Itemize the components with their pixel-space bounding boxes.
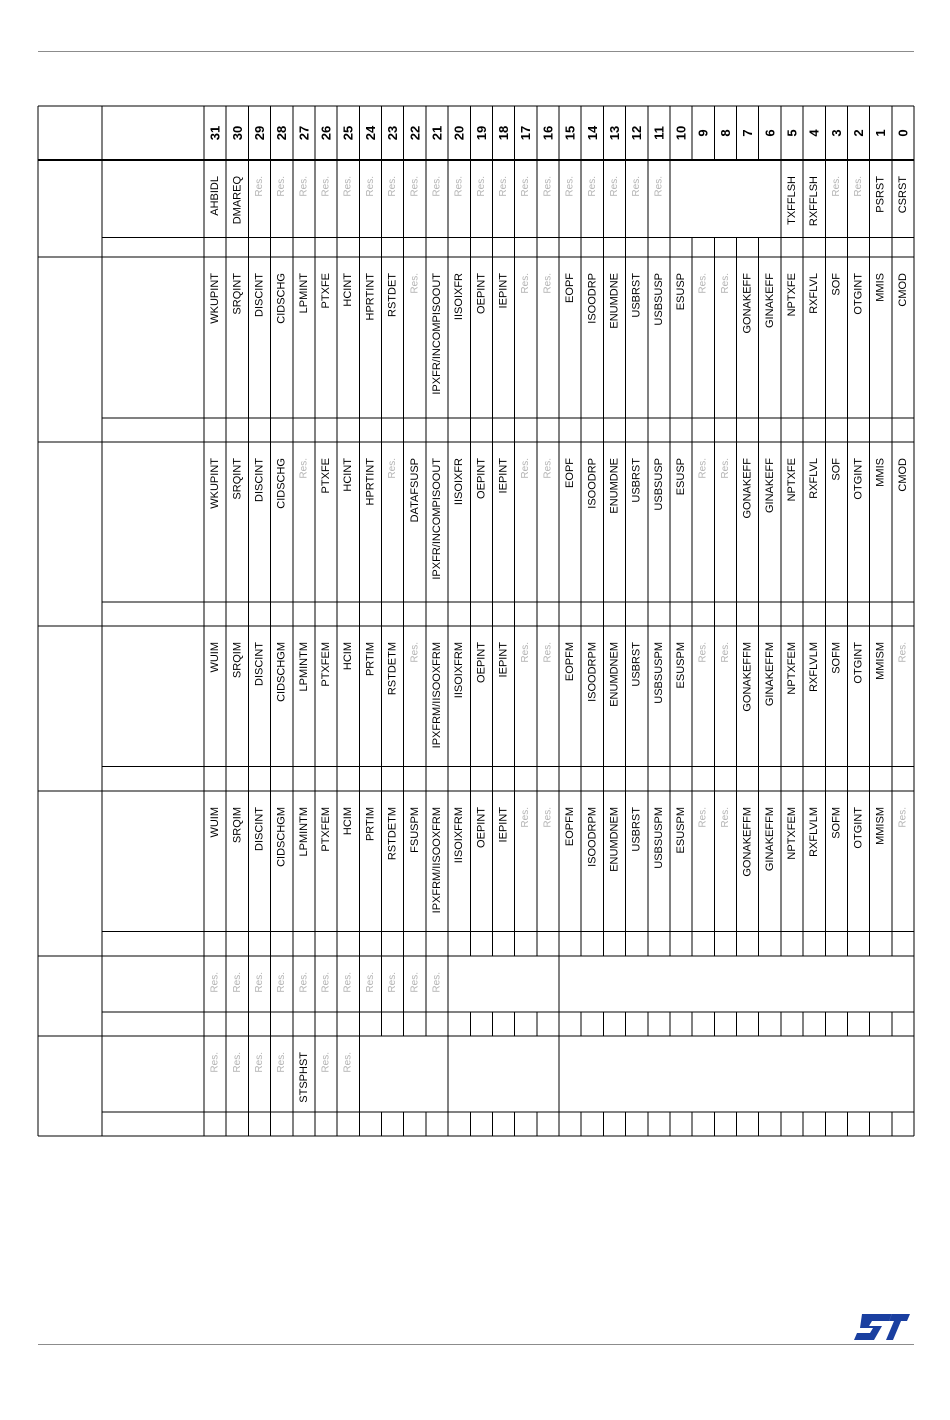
gintsts-device-field-12: OEPINT <box>475 458 488 499</box>
bit-number-27: 27 <box>296 125 312 141</box>
gintsts-host-field-21: ESUSP <box>675 273 688 311</box>
gintsts-host-field-2: DISCINT <box>253 273 266 317</box>
gintmsk-host-field-5: PTXFEM <box>320 642 333 687</box>
gintmsk-host-field-9: Res. <box>409 642 421 663</box>
st-logo-s <box>854 1314 892 1340</box>
bit-number-12: 12 <box>629 125 645 141</box>
grstctl-field-3: Res. <box>276 176 288 197</box>
gintmsk-device-field-5: PTXFEM <box>320 807 333 852</box>
gintmsk-host-field-16: EOPFM <box>564 642 577 682</box>
grstctl-field-27: CSRST <box>896 176 909 214</box>
gintmsk-device-field-6: HCIM <box>342 807 355 836</box>
gintsts-host-field-23: Res. <box>719 273 731 294</box>
gintmsk-device-field-8: RSTDETM <box>386 807 399 861</box>
grstctl-field-24: Res. <box>830 176 842 197</box>
grxstsr-field-10: Res. <box>431 972 443 993</box>
gintsts-host-field-12: OEPINT <box>475 273 488 314</box>
gintsts-host-field-24: GONAKEFF <box>741 273 754 334</box>
bit-number-22: 22 <box>407 125 423 141</box>
bit-number-8: 8 <box>717 129 733 137</box>
gintsts-host-field-20: USBSUSP <box>652 273 665 326</box>
bit-number-7: 7 <box>740 129 756 137</box>
gintmsk-device-field-17: ISOODRPM <box>586 807 599 867</box>
gintsts-device-field-31: CMOD <box>896 458 909 492</box>
gintmsk-host-field-12: OEPINT <box>475 642 488 683</box>
grstctl-field-26: PSRST <box>874 176 887 213</box>
gintsts-device-field-7: HPRTINT <box>364 458 377 506</box>
grstctl-field-17: Res. <box>586 176 598 197</box>
gintmsk-device-field-14: Res. <box>520 807 532 828</box>
gintsts-host-field-1: SRQINT <box>231 273 244 315</box>
gintsts-host-field-26: NPTXFE <box>785 273 798 317</box>
gintsts-host-field-4: LPMINT <box>297 273 310 314</box>
gintmsk-device-field-1: SRQIM <box>231 807 244 844</box>
grstctl-field-9: Res. <box>409 176 421 197</box>
grxstsp-field-2: Res. <box>253 1052 265 1073</box>
grxstsp-field-6: Res. <box>342 1052 354 1073</box>
gintmsk-host-field-15: Res. <box>542 642 554 663</box>
gintsts-device-field-28: SOF <box>830 458 843 481</box>
bit-number-21: 21 <box>429 125 445 141</box>
gintsts-device-field-23: Res. <box>719 458 731 479</box>
gintmsk-device-field-9: FSUSPM <box>408 807 421 853</box>
gintmsk-host-field-21: ESUSPM <box>675 642 688 689</box>
grstctl-field-14: Res. <box>520 176 532 197</box>
gintsts-device-field-1: SRQINT <box>231 458 244 500</box>
gintsts-device-field-4: Res. <box>298 458 310 479</box>
bit-number-29: 29 <box>251 125 267 141</box>
grstctl-field-13: Res. <box>498 176 510 197</box>
grxstsr-field-5: Res. <box>320 972 332 993</box>
gintmsk-host-field-7: PRTIM <box>364 642 377 677</box>
bit-number-25: 25 <box>340 125 356 141</box>
gintmsk-host-field-30: MMISM <box>874 642 887 680</box>
gintsts-device-field-20: USBSUSP <box>652 458 665 511</box>
bit-number-6: 6 <box>762 129 778 137</box>
gintmsk-device-field-25: GINAKEFFM <box>763 807 776 872</box>
gintsts-host-field-13: IEPINT <box>497 273 510 309</box>
gintmsk-host-field-27: RXFLVLM <box>808 642 821 692</box>
gintmsk-device-field-7: PRTIM <box>364 807 377 842</box>
gintsts-host-field-6: HCINT <box>342 273 355 307</box>
gintsts-host-field-9: Res. <box>409 273 421 294</box>
gintsts-device-field-24: GONAKEFF <box>741 458 754 519</box>
st-logo <box>852 1308 912 1344</box>
gintsts-host-field-5: PTXFE <box>320 273 333 309</box>
gintsts-host-field-7: HPRTINT <box>364 273 377 321</box>
gintsts-host-field-17: ISOODRP <box>586 273 599 324</box>
bit-number-26: 26 <box>318 125 334 141</box>
gintmsk-host-field-1: SRQIM <box>231 642 244 679</box>
gintsts-device-field-29: OTGINT <box>852 458 865 500</box>
bit-number-28: 28 <box>274 125 290 141</box>
gintmsk-device-field-26: NPTXFEM <box>785 807 798 860</box>
gintmsk-device-field-28: SOFM <box>830 807 843 839</box>
grstctl-field-7: Res. <box>364 176 376 197</box>
gintsts-device-field-11: IISOIXFR <box>453 458 466 506</box>
gintmsk-host-field-23: Res. <box>719 642 731 663</box>
gintmsk-device-field-16: EOPFM <box>564 807 577 847</box>
gintmsk-host-field-31: Res. <box>897 642 909 663</box>
gintsts-device-field-9: DATAFSUSP <box>408 458 421 523</box>
gintsts-host-field-14: Res. <box>520 273 532 294</box>
gintmsk-host-field-0: WUIM <box>209 642 222 673</box>
grstctl-field-16: Res. <box>564 176 576 197</box>
gintsts-device-field-21: ESUSP <box>675 458 688 496</box>
grstctl-field-2: Res. <box>253 176 265 197</box>
grxstsp-field-0: Res. <box>209 1052 221 1073</box>
gintmsk-device-field-30: MMISM <box>874 807 887 845</box>
bit-number-1: 1 <box>873 129 889 137</box>
bit-number-24: 24 <box>362 125 378 141</box>
gintmsk-device-field-21: ESUSPM <box>675 807 688 854</box>
gintmsk-host-field-20: USBSUSPM <box>652 642 665 704</box>
gintmsk-device-field-19: USBRST <box>630 807 643 852</box>
gintmsk-host-field-18: ENUMDNEM <box>608 642 621 707</box>
gintmsk-device-field-23: Res. <box>719 807 731 828</box>
bit-number-19: 19 <box>473 125 489 141</box>
grstctl-field-12: Res. <box>475 176 487 197</box>
gintsts-device-field-22: Res. <box>697 458 709 479</box>
gintmsk-host-field-14: Res. <box>520 642 532 663</box>
gintmsk-device-field-15: Res. <box>542 807 554 828</box>
gintsts-device-field-8: Res. <box>387 458 399 479</box>
gintmsk-device-field-13: IEPINT <box>497 807 510 843</box>
gintmsk-host-field-29: OTGINT <box>852 642 865 684</box>
grxstsr-field-2: Res. <box>253 972 265 993</box>
gintsts-device-field-16: EOPF <box>564 458 577 488</box>
bit-number-20: 20 <box>451 125 467 141</box>
bit-number-16: 16 <box>540 125 556 141</box>
grstctl-field-15: Res. <box>542 176 554 197</box>
gintsts-device-field-10: IPXFR/INCOMPISOOUT <box>430 458 443 580</box>
gintmsk-device-field-29: OTGINT <box>852 807 865 849</box>
gintsts-device-field-15: Res. <box>542 458 554 479</box>
gintmsk-host-field-25: GINAKEFFM <box>763 642 776 707</box>
gintsts-host-field-15: Res. <box>542 273 554 294</box>
gintsts-device-field-25: GINAKEFF <box>763 458 776 514</box>
gintmsk-device-field-10: IPXFRM/IISOOXFRM <box>430 807 443 914</box>
gintmsk-device-field-18: ENUMDNEM <box>608 807 621 872</box>
gintmsk-device-field-27: RXFLVLM <box>808 807 821 857</box>
gintsts-device-field-2: DISCINT <box>253 458 266 502</box>
gintsts-host-field-31: CMOD <box>896 273 909 307</box>
gintsts-device-field-18: ENUMDNE <box>608 458 621 514</box>
gintmsk-host-field-22: Res. <box>697 642 709 663</box>
bit-number-5: 5 <box>784 129 800 137</box>
bit-number-9: 9 <box>695 129 711 137</box>
gintsts-host-field-0: WKUPINT <box>209 273 222 324</box>
gintsts-device-field-3: CIDSCHG <box>275 458 288 509</box>
bit-number-11: 11 <box>651 126 667 140</box>
gintsts-host-field-8: RSTDET <box>386 273 399 317</box>
gintmsk-host-field-2: DISCINT <box>253 642 266 686</box>
footer-rule <box>38 1344 914 1345</box>
gintmsk-host-field-11: IISOIXFRM <box>453 642 466 699</box>
gintsts-host-field-25: GINAKEFF <box>763 273 776 329</box>
gintmsk-device-field-0: WUIM <box>209 807 222 838</box>
grstctl-field-23: RXFFLSH <box>808 176 821 227</box>
grstctl-field-11: Res. <box>453 176 465 197</box>
grstctl-field-25: Res. <box>853 176 865 197</box>
grstctl-field-22: TXFFLSH <box>785 176 798 225</box>
grstctl-field-19: Res. <box>631 176 643 197</box>
gintmsk-host-field-26: NPTXFEM <box>785 642 798 695</box>
gintmsk-host-field-4: LPMINTM <box>297 642 310 692</box>
gintmsk-host-field-19: USBRST <box>630 642 643 687</box>
gintsts-device-field-27: RXFLVL <box>808 458 821 499</box>
grxstsp-field-1: Res. <box>231 1052 243 1073</box>
gintsts-device-field-14: Res. <box>520 458 532 479</box>
grstctl-field-10: Res. <box>431 176 443 197</box>
gintsts-device-field-0: WKUPINT <box>209 458 222 509</box>
grxstsr-field-6: Res. <box>342 972 354 993</box>
grstctl-field-8: Res. <box>387 176 399 197</box>
bit-number-10: 10 <box>673 125 689 141</box>
bit-number-30: 30 <box>229 125 245 141</box>
grxstsp-field-4: STSPHST <box>297 1052 310 1103</box>
bit-number-18: 18 <box>496 125 512 141</box>
grxstsr-field-0: Res. <box>209 972 221 993</box>
grxstsr-field-4: Res. <box>298 972 310 993</box>
gintmsk-host-field-28: SOFM <box>830 642 843 674</box>
grxstsr-field-1: Res. <box>231 972 243 993</box>
gintsts-device-field-6: HCINT <box>342 458 355 492</box>
grstctl-field-6: Res. <box>342 176 354 197</box>
bit-number-0: 0 <box>895 129 911 137</box>
grstctl-field-20: Res. <box>653 176 665 197</box>
gintmsk-host-field-13: IEPINT <box>497 642 510 678</box>
grstctl-field-4: Res. <box>298 176 310 197</box>
grxstsr-field-7: Res. <box>364 972 376 993</box>
bit-number-2: 2 <box>851 129 867 137</box>
gintsts-host-field-16: EOPF <box>564 273 577 303</box>
grxstsp-field-5: Res. <box>320 1052 332 1073</box>
gintsts-host-field-30: MMIS <box>874 273 887 302</box>
grxstsr-field-9: Res. <box>409 972 421 993</box>
gintsts-host-field-27: RXFLVL <box>808 273 821 314</box>
gintsts-host-field-18: ENUMDNE <box>608 273 621 329</box>
gintsts-device-field-26: NPTXFE <box>785 458 798 502</box>
bit-number-17: 17 <box>518 125 534 141</box>
gintmsk-host-field-10: IPXFRM/IISOOXFRM <box>430 642 443 749</box>
gintmsk-host-field-17: ISOODRPM <box>586 642 599 702</box>
gintsts-host-field-11: IISOIXFR <box>453 273 466 321</box>
gintsts-host-field-10: IPXFR/INCOMPISOOUT <box>430 273 443 395</box>
gintsts-device-field-30: MMIS <box>874 458 887 487</box>
gintsts-host-field-22: Res. <box>697 273 709 294</box>
gintmsk-host-field-6: HCIM <box>342 642 355 671</box>
gintmsk-device-field-24: GONAKEFFM <box>741 807 754 877</box>
gintmsk-host-field-3: CIDSCHGM <box>275 642 288 702</box>
gintmsk-device-field-20: USBSUSPM <box>652 807 665 869</box>
grstctl-field-0: AHBIDL <box>209 176 222 216</box>
bit-number-15: 15 <box>562 125 578 141</box>
gintsts-device-field-13: IEPINT <box>497 458 510 494</box>
gintsts-host-field-28: SOF <box>830 273 843 296</box>
bit-number-31: 31 <box>207 125 223 141</box>
bit-number-14: 14 <box>584 125 600 141</box>
gintsts-device-field-17: ISOODRP <box>586 458 599 509</box>
grstctl-field-1: DMAREQ <box>231 176 244 225</box>
gintsts-device-field-19: USBRST <box>630 458 643 503</box>
bit-number-4: 4 <box>806 129 822 137</box>
bit-number-13: 13 <box>606 125 622 141</box>
gintsts-host-field-19: USBRST <box>630 273 643 318</box>
gintmsk-device-field-11: IISOIXFRM <box>453 807 466 864</box>
gintmsk-device-field-3: CIDSCHGM <box>275 807 288 867</box>
grstctl-field-18: Res. <box>608 176 620 197</box>
bit-number-3: 3 <box>828 129 844 137</box>
gintmsk-device-field-4: LPMINTM <box>297 807 310 857</box>
grxstsr-field-8: Res. <box>387 972 399 993</box>
gintmsk-device-field-22: Res. <box>697 807 709 828</box>
grxstsp-field-3: Res. <box>276 1052 288 1073</box>
gintmsk-device-field-12: OEPINT <box>475 807 488 848</box>
gintmsk-device-field-2: DISCINT <box>253 807 266 851</box>
bit-number-23: 23 <box>385 125 401 141</box>
grstctl-field-5: Res. <box>320 176 332 197</box>
gintmsk-host-field-8: RSTDETM <box>386 642 399 696</box>
gintmsk-device-field-31: Res. <box>897 807 909 828</box>
gintsts-device-field-5: PTXFE <box>320 458 333 494</box>
gintsts-host-field-3: CIDSCHG <box>275 273 288 324</box>
gintsts-host-field-29: OTGINT <box>852 273 865 315</box>
gintmsk-host-field-24: GONAKEFFM <box>741 642 754 712</box>
grxstsr-field-3: Res. <box>276 972 288 993</box>
